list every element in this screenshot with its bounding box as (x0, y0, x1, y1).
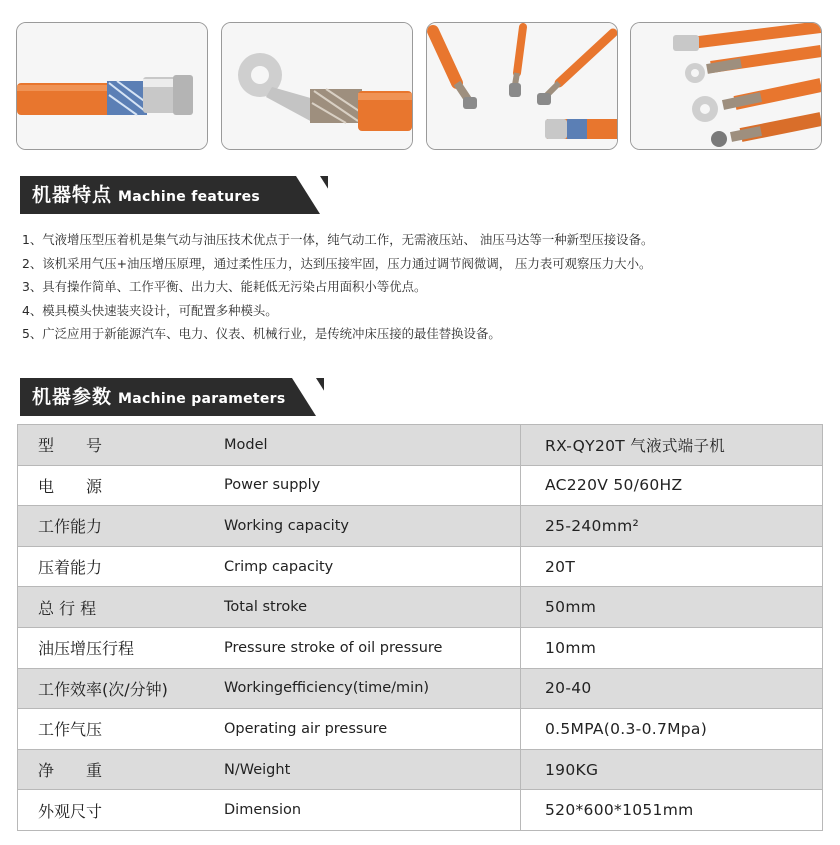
param-value: RX-QY20T 气液式端子机 (521, 425, 823, 466)
parameters-section-header (20, 378, 338, 416)
table-row (18, 587, 823, 628)
param-name-en: Workingefficiency(time/min) (206, 668, 521, 709)
param-name-zh: 总 行 程 (18, 587, 207, 628)
param-name-en: Operating air pressure (206, 709, 521, 750)
cable-assemblies-photo-icon (630, 22, 822, 150)
parameters-table (17, 424, 823, 831)
param-value: 190KG (521, 749, 823, 790)
param-name-zh: 工作气压 (18, 709, 207, 750)
param-name-en: Dimension (206, 790, 521, 831)
param-name-zh: 电 源 (18, 465, 207, 506)
param-name-en: N/Weight (206, 749, 521, 790)
param-name-en: Total stroke (206, 587, 521, 628)
table-row (18, 749, 823, 790)
param-value: 520*600*1051mm (521, 790, 823, 831)
table-row (18, 425, 823, 466)
cables-with-lugs-photo-icon (426, 22, 618, 150)
param-name-en: Working capacity (206, 506, 521, 547)
param-value: 20T (521, 546, 823, 587)
parameters-title-zh: 机器参数 (32, 386, 113, 408)
features-title-zh: 机器特点 (32, 184, 113, 206)
list-item: 2、该机采用气压+油压增压原理，通过柔性压力，达到压接牢固，压力通过调节阀微调， 压力表可观察压力大小。 (22, 255, 652, 271)
param-name-zh: 压着能力 (18, 546, 207, 587)
param-name-en: Model (206, 425, 521, 466)
product-photo-strip (16, 22, 824, 150)
param-value: AC220V 50/60HZ (521, 465, 823, 506)
table-row (18, 668, 823, 709)
param-name-en: Pressure stroke of oil pressure (206, 627, 521, 668)
table-row (18, 790, 823, 831)
param-name-zh: 型 号 (18, 425, 207, 466)
table-row (18, 506, 823, 547)
param-value: 0.5MPA(0.3-0.7Mpa) (521, 709, 823, 750)
param-name-zh: 工作效率(次/分钟) (18, 668, 207, 709)
param-value: 50mm (521, 587, 823, 628)
table-row (18, 546, 823, 587)
param-name-zh: 净 重 (18, 749, 207, 790)
param-value: 20-40 (521, 668, 823, 709)
list-item: 4、模具模头快速装夹设计，可配置多种模头。 (22, 302, 278, 318)
list-item: 1、气液增压型压着机是集气动与油压技术优点于一体，纯气动工作，无需液压站、 油压马达等一种新型压接设备。 (22, 232, 654, 247)
parameters-title-en: Machine parameters (118, 391, 286, 407)
list-item: 3、具有操作简单、工作平衡、出力大、能耗低无污染占用面积小等优点。 (22, 279, 427, 294)
param-name-zh: 油压增压行程 (18, 627, 207, 668)
table-row (18, 709, 823, 750)
param-name-en: Power supply (206, 465, 521, 506)
param-value: 10mm (521, 627, 823, 668)
features-title-en: Machine features (118, 189, 261, 205)
table-row (18, 627, 823, 668)
cable-ring-lug-photo-icon (221, 22, 413, 150)
param-name-en: Crimp capacity (206, 546, 521, 587)
features-list (22, 228, 834, 346)
param-value: 25-240mm² (521, 506, 823, 547)
features-section-header (20, 176, 342, 214)
param-name-zh: 外观尺寸 (18, 790, 207, 831)
table-row (18, 465, 823, 506)
param-name-zh: 工作能力 (18, 506, 207, 547)
cable-ferrule-photo-icon (16, 22, 208, 150)
list-item: 5、广泛应用于新能源汽车、电力、仪表、机械行业，是传统冲床压接的最佳替换设备。 (22, 326, 501, 341)
